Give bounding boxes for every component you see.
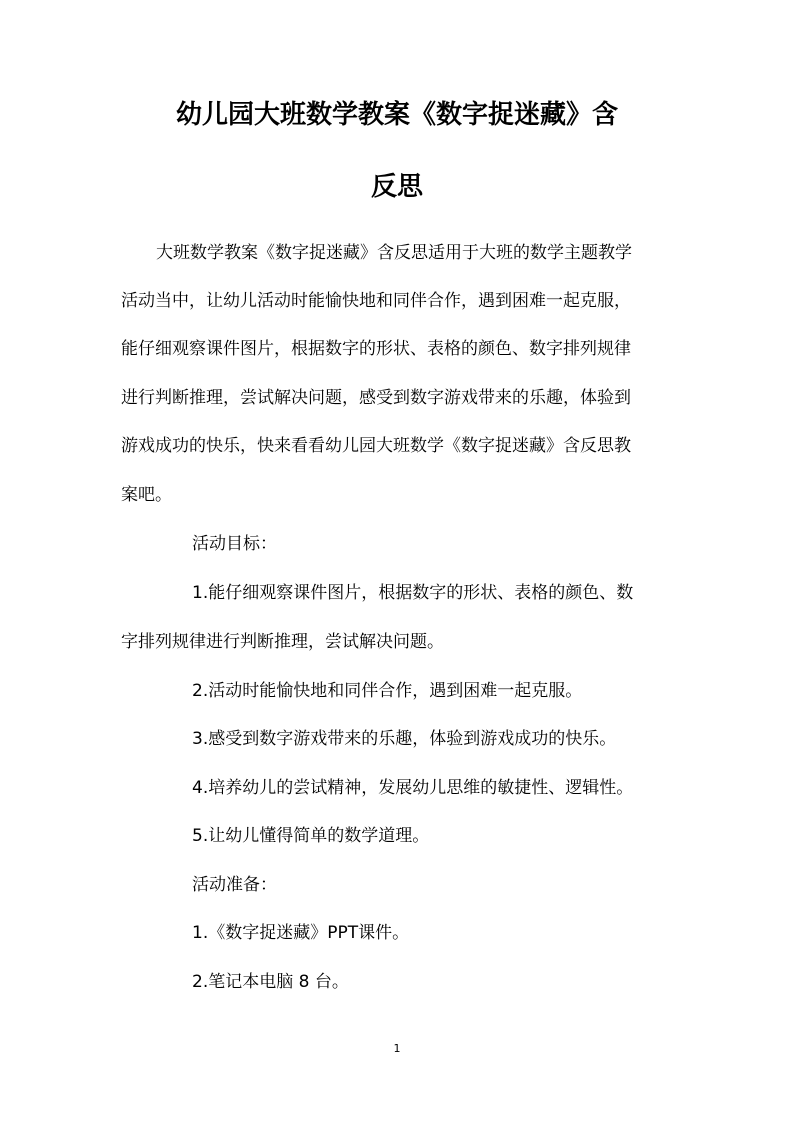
goal-1-line-1: 1.能仔细观察课件图片，根据数字的形状、表格的颜色、数 <box>192 583 634 603</box>
goal-3: 3.感受到数字游戏带来的乐趣，体验到游戏成功的快乐。 <box>192 729 617 749</box>
intro-line-3: 能仔细观察课件图片，根据数字的形状、表格的颜色、数字排列规律 <box>121 339 631 359</box>
goals-heading: 活动目标： <box>192 534 277 554</box>
goal-2: 2.活动时能愉快地和同伴合作，遇到困难一起克服。 <box>192 681 583 701</box>
intro-line-1: 大班数学教案《数字捉迷藏》含反思适用于大班的数学主题教学 <box>156 243 632 263</box>
goal-5: 5.让幼儿懂得简单的数学道理。 <box>192 826 430 846</box>
intro-line-6: 案吧。 <box>121 485 172 505</box>
goal-4: 4.培养幼儿的尝试精神，发展幼儿思维的敏捷性、逻辑性。 <box>192 778 634 798</box>
document-title-line-2: 反思 <box>370 172 423 202</box>
prep-2: 2.笔记本电脑 8 台。 <box>192 972 349 992</box>
prep-heading: 活动准备： <box>192 875 277 895</box>
intro-line-5: 游戏成功的快乐，快来看看幼儿园大班数学《数字捉迷藏》含反思教 <box>121 436 631 456</box>
goal-1-line-2: 字排列规律进行判断推理，尝试解决问题。 <box>121 632 444 652</box>
page-number: 1 <box>393 1042 401 1055</box>
prep-1: 1.《数字捉迷藏》PPT课件。 <box>192 923 410 943</box>
document-title-line-1: 幼儿园大班数学教案《数字捉迷藏》含 <box>175 100 618 130</box>
intro-line-4: 进行判断推理，尝试解决问题，感受到数字游戏带来的乐趣，体验到 <box>121 388 631 408</box>
intro-line-2: 活动当中，让幼儿活动时能愉快地和同伴合作，遇到困难一起克服， <box>121 291 631 311</box>
